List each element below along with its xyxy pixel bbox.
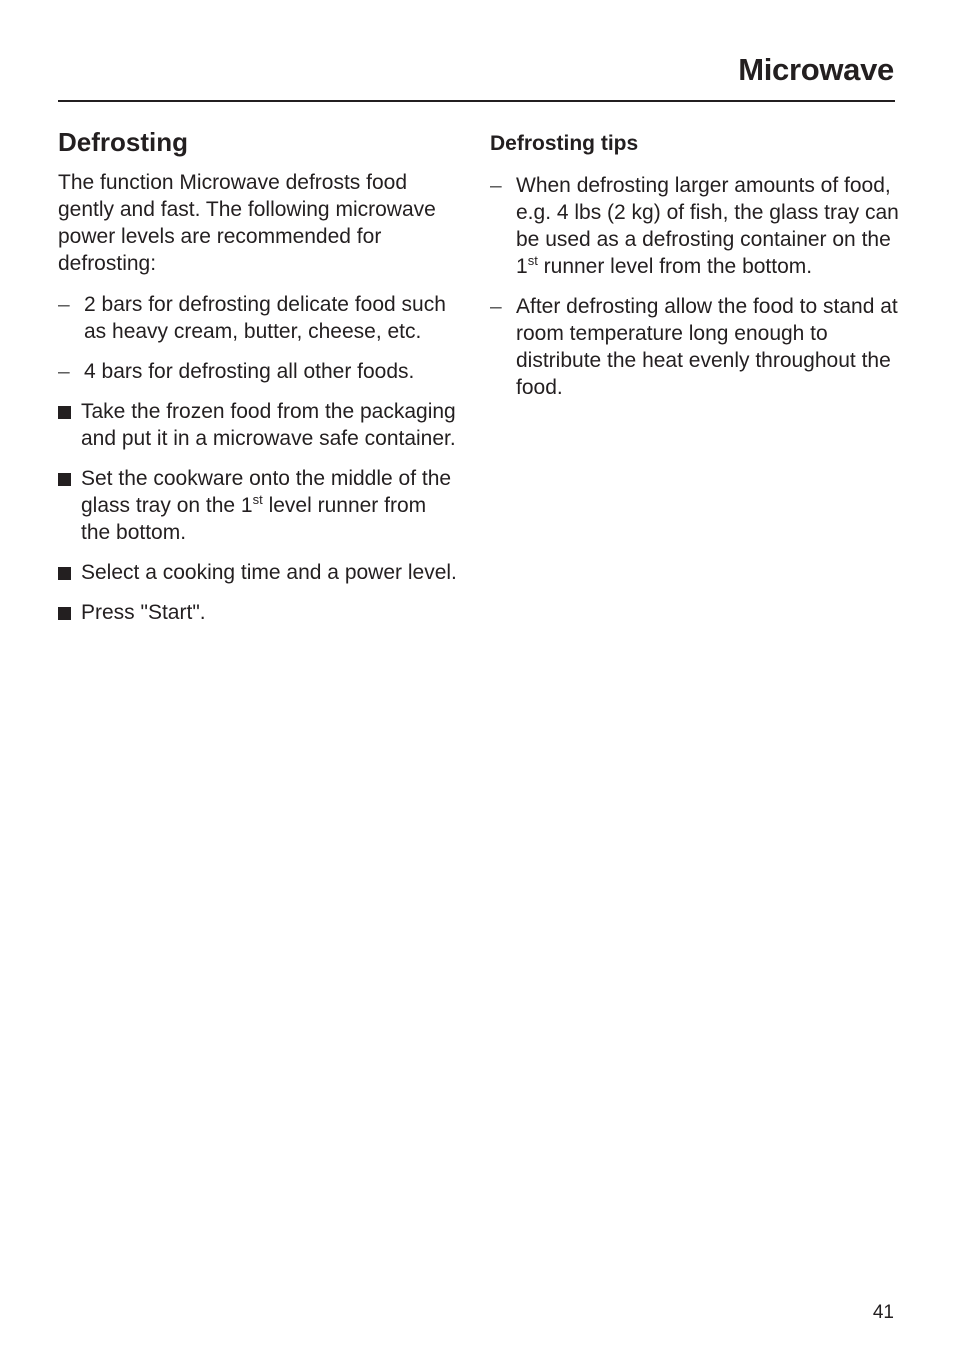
step-item [58, 559, 460, 586]
ordinal-suffix: st [252, 492, 263, 507]
step-item [58, 398, 460, 452]
dash-marker: – [490, 295, 502, 318]
square-bullet-icon [58, 567, 71, 580]
intro-paragraph: The function Microwave defrosts food gently and fast. The following microwave power levels are recommended for defrosting: [58, 171, 436, 275]
power-level-text: 2 bars for defrosting delicate food such as heavy cream, butter, cheese, etc. [84, 293, 446, 343]
page-number: 41 [872, 1302, 894, 1323]
header-rule [58, 100, 895, 102]
left-column [58, 126, 460, 639]
dash-marker: – [490, 174, 502, 197]
step-text: Set the cookware onto the middle of the glass tray on the 1st level runner from the bottom. [81, 467, 452, 544]
power-level-item [58, 291, 460, 345]
step-item [58, 465, 460, 546]
step-text: Take the frozen food from the packaging and put it in a microwave safe container. [81, 400, 456, 450]
step-text: Press "Start". [81, 601, 206, 624]
section-heading-defrosting: Defrosting [58, 127, 188, 157]
power-level-item [58, 358, 460, 385]
ordinal-suffix: st [527, 253, 538, 268]
section-heading-defrosting-tips: Defrosting tips [490, 132, 639, 155]
power-level-text: 4 bars for defrosting all other foods. [84, 360, 415, 383]
step-text: Select a cooking time and a power level. [81, 561, 457, 584]
tip-item [490, 172, 900, 280]
square-bullet-icon [58, 406, 71, 419]
square-bullet-icon [58, 607, 71, 620]
step-item [58, 599, 460, 626]
right-column [490, 126, 900, 414]
page-header-title: Microwave [738, 52, 894, 87]
tip-text: When defrosting larger amounts of food, e.g. 4 lbs (2 kg) of fish, the glass tray can be used as a defrosting container on the 1st runner level from the bottom. [516, 174, 899, 278]
dash-marker: – [58, 360, 70, 383]
square-bullet-icon [58, 473, 71, 486]
tip-text: After defrosting allow the food to stand at room temperature long enough to distribute the heat evenly throughout the food. [516, 295, 898, 399]
tip-item [490, 293, 900, 401]
dash-marker: – [58, 293, 70, 316]
